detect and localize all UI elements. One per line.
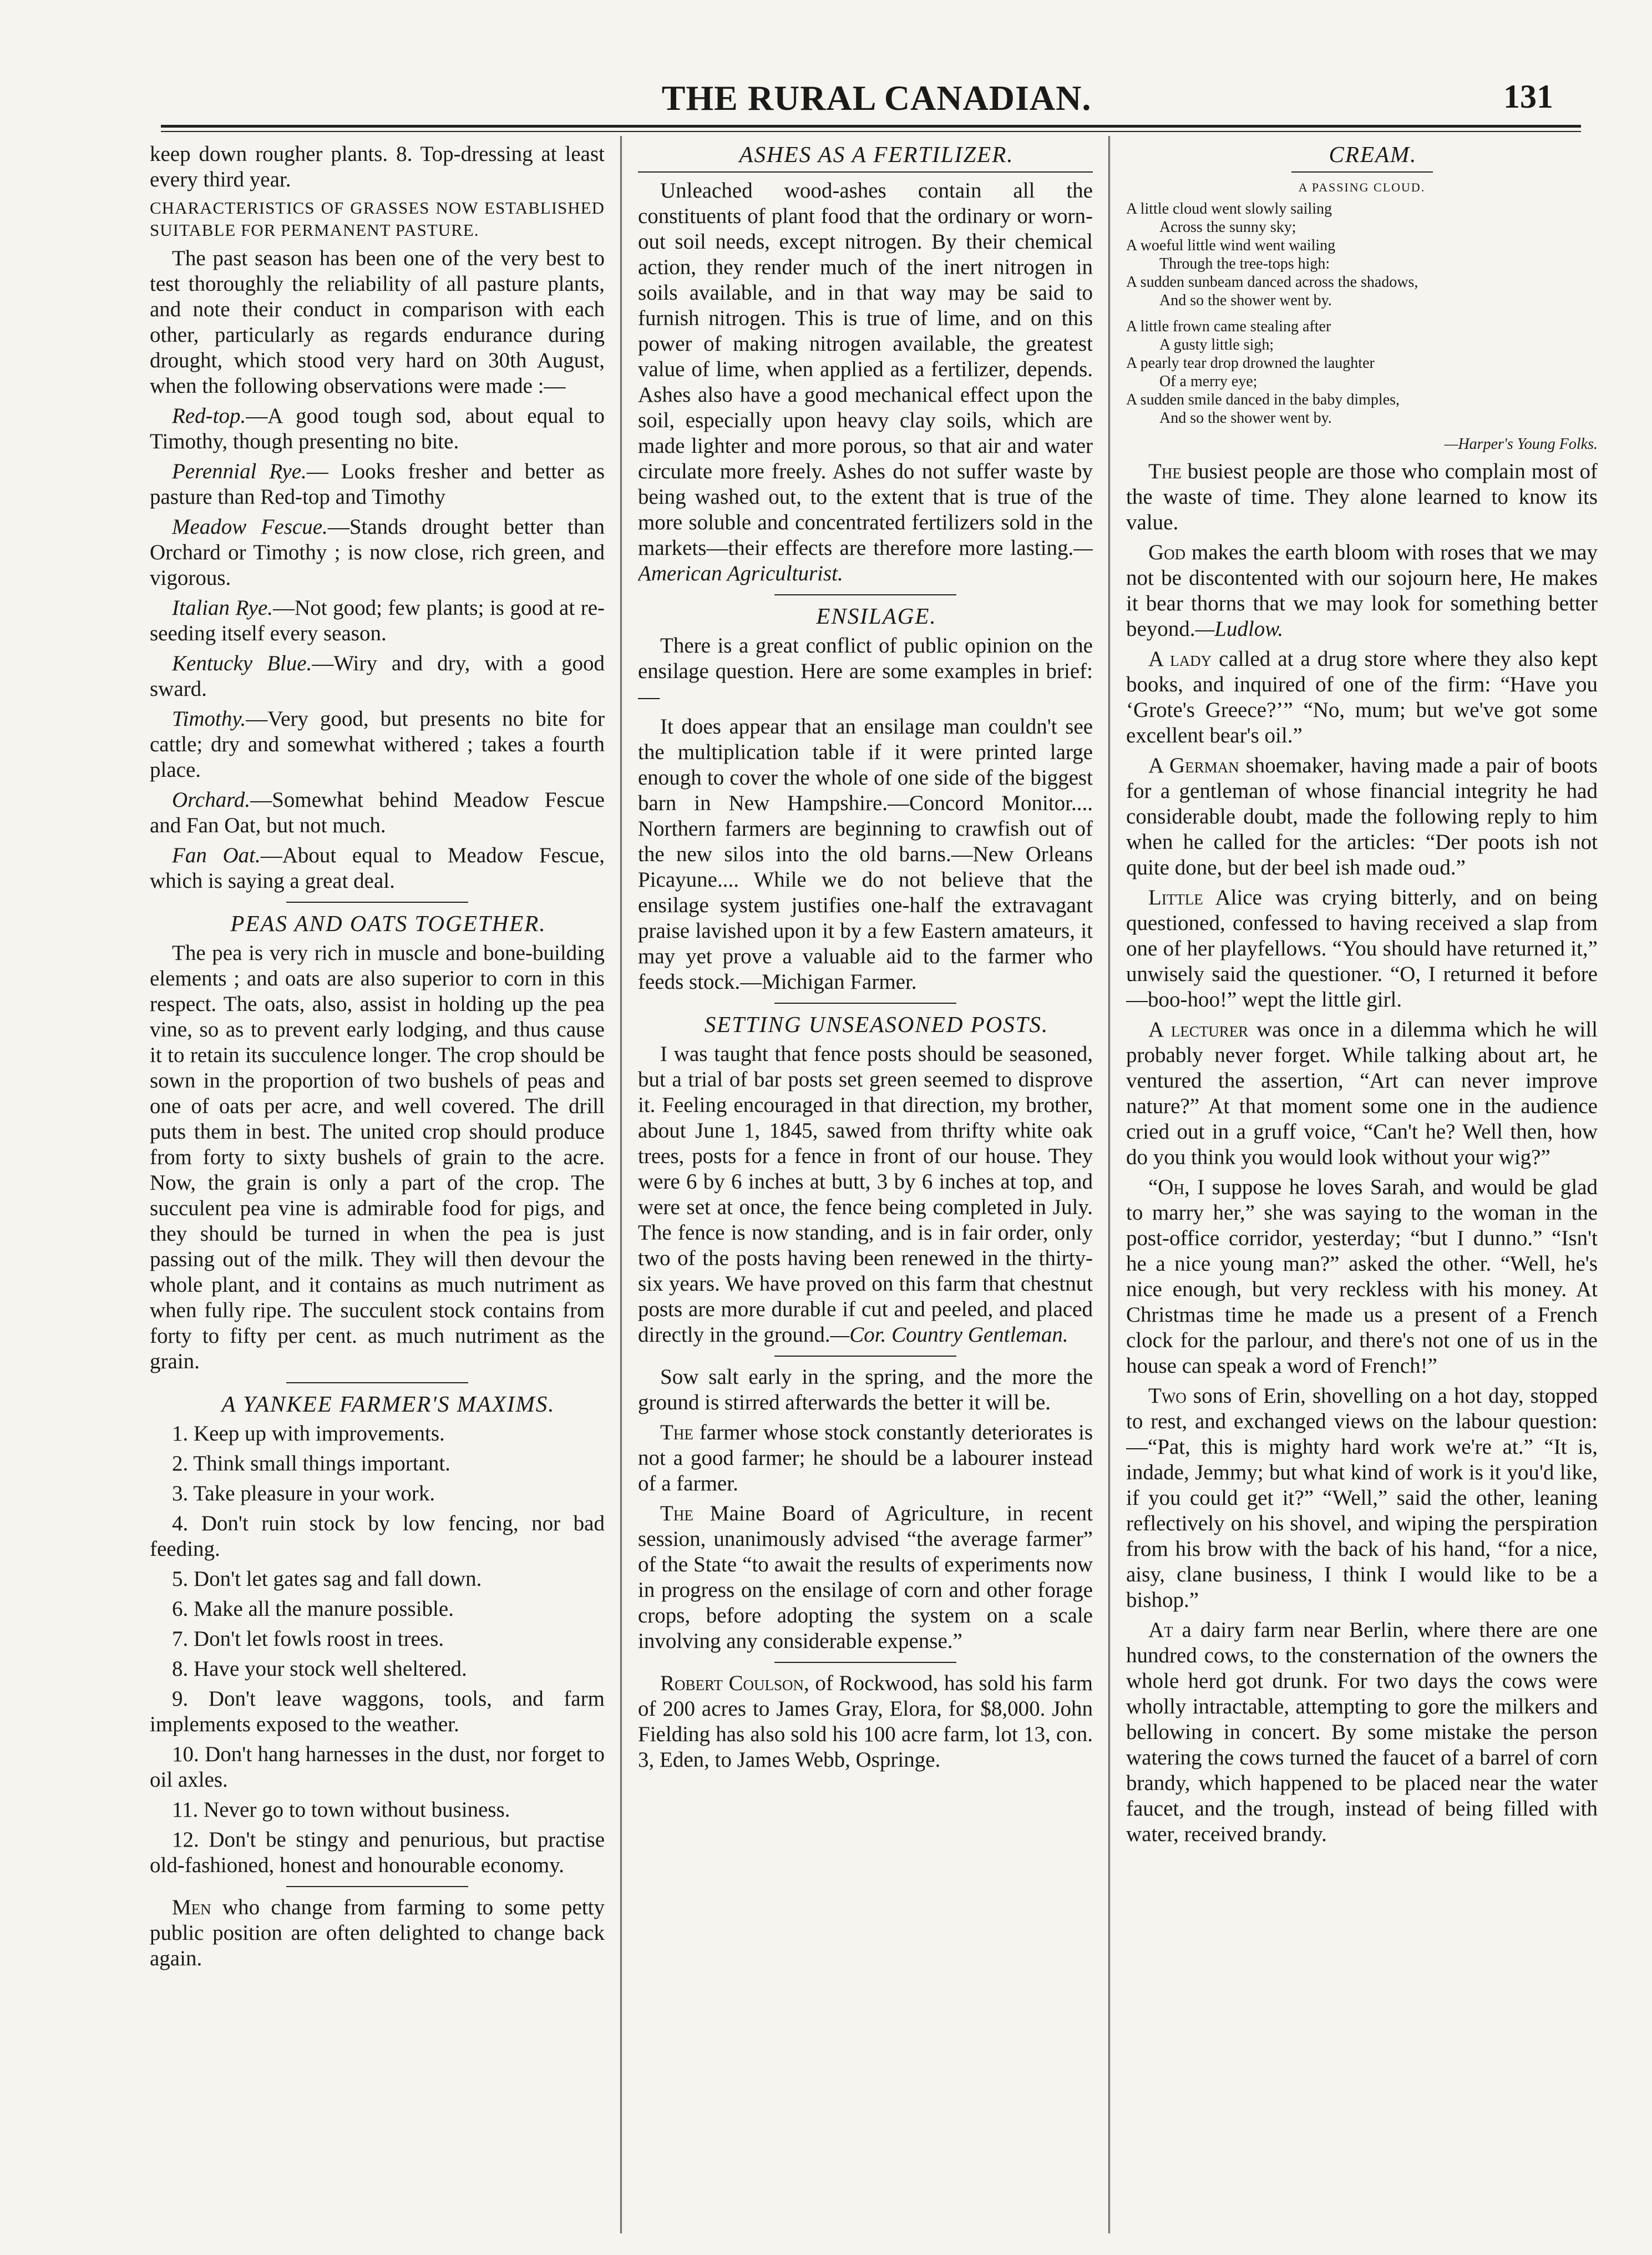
poem-line: A pearly tear drop drowned the laughter — [1126, 355, 1375, 372]
grass-text: —Wiry and dry, with a good sward. — [150, 651, 605, 701]
grass-name: Meadow Fescue. — [172, 515, 328, 539]
busiest-paragraph — [1126, 459, 1598, 535]
paragraph-text: a dairy farm near Berlin, where there are one hundred cows, to the consternation of the owners the whole herd got drunk. For two days the cows were wholly intractable, attempting to gore the milkers and bellowing in concert. By some mistake the person watering the cows turned the faucet of a barrel of corn brandy, which happened to be placed near the water faucet, and the trough, instead of being filled with water, received brandy. — [1126, 1618, 1598, 1846]
coulson-paragraph — [638, 1671, 1093, 1773]
poem-title: A PASSING CLOUD. — [1298, 180, 1426, 194]
maxim-item: 8. Have your stock well sheltered. — [172, 1657, 467, 1681]
maxim-item: 7. Don't let fowls roost in trees. — [172, 1627, 444, 1651]
grass-entry — [150, 514, 605, 591]
poem-line: Through the tree-tops high: — [1159, 255, 1330, 272]
grass-entry — [150, 787, 605, 838]
header-rule — [161, 125, 1581, 132]
poem-line: And so the shower went by. — [1159, 292, 1332, 309]
lead-word: The — [1148, 459, 1182, 483]
source-credit: —American Agriculturist. — [638, 536, 1093, 585]
paragraph-text: I was taught that fence posts should be seasoned, but a trial of bar posts set green seemed to disprove it. Feeling encouraged in that direction, my brother, about June 1, 1845, sawed from thrifty white oak trees, posts for a fence in front of our house. They were 6 by 6 inches at butt, 3 by 6 inches at top, and were set at once, the fence being completed in July. The fence is now standing, and is in fair order, only two of the posts having been renewed in the thirty-six years. We have proved on this farm that chestnut posts are more durable if cut and peeled, and placed directly in the ground. — [638, 1042, 1093, 1347]
column-divider — [1108, 136, 1110, 2233]
grass-text: —Stands drought better than Orchard or Timothy ; is now close, rich green, and vigorous. — [150, 515, 605, 590]
characteristics-heading: CHARACTERISTICS OF GRASSES NOW ESTABLISHED SUITABLE FOR PERMANENT PASTURE. — [150, 198, 605, 240]
maxim-item: 3. Take pleasure in your work. — [172, 1482, 435, 1505]
maxim-item: 12. Don't be stingy and penurious, but practise old-fashioned, honest and honourable economy. — [150, 1828, 605, 1877]
lead-word: The — [660, 1501, 693, 1525]
poem-line: And so the shower went by. — [1159, 409, 1332, 427]
men-paragraph — [150, 1895, 605, 1971]
grass-entry — [150, 843, 605, 894]
grass-name: Timothy. — [172, 707, 246, 731]
maxim-item: 1. Keep up with improvements. — [172, 1422, 445, 1445]
maxim-item: 11. Never go to town without business. — [172, 1798, 510, 1822]
lead-word: Robert Coulson, — [660, 1671, 809, 1695]
ashes-heading: ASHES AS A FERTILIZER. — [739, 141, 1014, 167]
lead-word: Men — [172, 1895, 211, 1919]
grass-name: Kentucky Blue. — [172, 651, 312, 675]
paragraph-text: Maine Board of Agriculture, in recent session, unanimously advised “the average farmer” of the State “to await the results of experiments now in progress on the ensilage of corn and other forage crops, before adopting the system on a scale involving any considerable expense.” — [638, 1501, 1093, 1653]
poem-line: Across the sunny sky; — [1159, 219, 1296, 236]
poem-line: A gusty little sigh; — [1159, 336, 1274, 353]
paragraph-text: was once in a dilemma which he will probably never forget. While talking about art, he ventured the assertion, “Art can never improve nature?” At that moment some one in the audience cried out in a gruff voice, “Can't he? Well then, how do you think you would look without your wig?” — [1126, 1018, 1598, 1169]
section-rule — [774, 1662, 956, 1663]
lead-word: The — [660, 1420, 693, 1444]
lecturer-paragraph — [1126, 1017, 1598, 1170]
grass-entry — [150, 595, 605, 646]
source-credit: —Ludlow. — [1195, 617, 1284, 641]
poem-stanza — [1126, 200, 1598, 310]
grass-name: Fan Oat. — [172, 843, 261, 867]
peas-oats-text: The pea is very rich in muscle and bone-building elements ; and oats are also superior to corn in this respect. The oats, also, assist in holding up the pea vine, so as to prevent early lodging, and thus cause it to retain its succulence longer. The crop should be sown in the proportion of two bushels of peas and one of oats per acre, and well covered. The drill puts them in best. The united crop should produce from forty to sixty bushels of grain to the acre. Now, the grain is only a part of the crop. The succulent pea vine is admirable food for pigs, and they should be turned in when the pea is just passing out of the milk. They will then devour the whole plant, and it contains as much nutriment as when fully ripe. The succulent stock contains from forty to fifty per cent. as much nutriment as the grain. — [150, 941, 605, 1373]
grass-name: Red-top. — [172, 404, 246, 428]
lead-word: A German — [1148, 754, 1239, 777]
section-rule — [774, 1003, 956, 1004]
column-divider — [620, 136, 622, 2233]
column-2 — [638, 141, 1093, 2217]
poem-line: A little frown came stealing after — [1126, 318, 1331, 335]
lead-word: A lecturer — [1148, 1018, 1249, 1041]
paragraph-text: of Rockwood, has sold his farm of 200 acres to James Gray, Elora, for $8,000. John Fielding has also sold his 100 acre farm, lot 13, con. 3, Eden, to James Webb, Ospringe. — [638, 1671, 1093, 1772]
sow-paragraph: Sow salt early in the spring, and the more the ground is stirred afterwards the better it will be. — [638, 1365, 1093, 1414]
sarah-paragraph — [1126, 1175, 1598, 1379]
maxim-item: 6. Make all the manure possible. — [172, 1597, 454, 1621]
grass-text: —Very good, but presents no bite for cattle; dry and somewhat withered ; takes a fourth place. — [150, 707, 605, 782]
maxim-item: 5. Don't let gates sag and fall down. — [172, 1567, 482, 1591]
page-number: 131 — [1503, 78, 1553, 115]
poem-stanza — [1126, 317, 1598, 427]
lead-word: God — [1148, 540, 1186, 564]
grass-text: —About equal to Meadow Fescue, which is saying a great deal. — [150, 843, 605, 893]
poem-line: A woeful little wind went wailing — [1126, 237, 1336, 254]
section-rule — [286, 1382, 468, 1383]
maxim-item: 10. Don't hang harnesses in the dust, nor forget to oil axles. — [150, 1742, 605, 1792]
paragraph-text: busiest people are those who complain most of the waste of time. They alone learned to know its value. — [1126, 459, 1598, 534]
maxims-heading: A YANKEE FARMER'S MAXIMS. — [221, 1391, 555, 1417]
grass-name: Perennial Rye. — [172, 459, 307, 483]
poem-line: A little cloud went slowly sailing — [1126, 200, 1332, 218]
maxim-item: 2. Think small things important. — [172, 1452, 450, 1475]
lady-paragraph — [1126, 646, 1598, 749]
page-header — [166, 78, 1587, 122]
posts-text — [638, 1041, 1093, 1348]
lead-word: A lady — [1148, 647, 1212, 671]
section-rule — [774, 594, 956, 595]
poem — [1126, 178, 1598, 453]
cream-heading: CREAM. — [1329, 141, 1417, 167]
heading-underline — [1291, 171, 1433, 173]
ensilage-quotes: It does appear that an ensilage man couldn't see the multiplication table if it were printed large enough to cover the whole of one side of the biggest barn in New Hampshire.—Concord Monitor.... Northern farmers are beginning to crawfish out of the new silos into the old barns.—New Orleans Picayune.... While we do not believe that the ensilage system justifies one-half the extravagant praise lavished upon it by a few Eastern amateurs, it may yet prove a valuable aid to the farmer who feeds stock.—Michigan Farmer. — [638, 715, 1093, 994]
paragraph-text: sons of Erin, shovelling on a hot day, stopped to rest, and exchanged views on the labour question:—“Pat, this is mighty hard work we're at.” “It is, indade, Jemmy; but what kind of work is it you'd like, if you could get it?” “Well,” said the other, leaning reflectively on his shovel, and wiping the perspiration from his brow with the back of his hand, “for a nice, aisy, clane business, I think I would like to be a bishop.” — [1126, 1384, 1598, 1612]
paragraph-text: shoemaker, having made a pair of boots for a gentleman of whose financial integrity he had considerable doubt, made the following reply to him when he called for the articles: “Der poots ish not quite done, but der beel ish made oud.” — [1126, 754, 1598, 879]
grass-entry — [150, 459, 605, 510]
maxim-item: 9. Don't leave waggons, tools, and farm implements exposed to the weather. — [150, 1687, 605, 1736]
paragraph-text: Unleached wood-ashes contain all the constituents of plant food that the ordinary or worn-out soil needs, except nitrogen. By their chemical action, they render much of the inert nitrogen in soils available, and in that way may be said to furnish nitrogen. This is true of lime, and on this power of making nitrogen available, the greatest value of lime, when applied as a fertilizer, depends. Ashes also have a good mechanical effect upon the soil, especially upon heavy clay soils, which are made lighter and more porous, so that air and water circulate more freely. Ashes do not suffer waste by being washed out, to the extent that is true of the more soluble and concentrated fertilizers sold in the markets—their effects are therefore more lasting. — [638, 179, 1093, 560]
german-paragraph — [1126, 753, 1598, 881]
paragraph-text: Alice was crying bitterly, and on being questioned, confessed to having received a slap from one of her playfellows. “You should have returned it,” unwisely said the questioner. “O, I returned it before—boo-hoo!” wept the little girl. — [1126, 886, 1598, 1012]
section-rule — [286, 1886, 468, 1887]
grass-text: — Looks fresher and better as pasture than Red-top and Timothy — [150, 459, 605, 509]
alice-paragraph — [1126, 885, 1598, 1013]
column-1 — [150, 141, 605, 2217]
paragraph-text: who change from farming to some petty public position are often delighted to change back again. — [150, 1895, 605, 1970]
paragraph-text: farmer whose stock constantly deteriorates is not a good farmer; he should be a labourer instead of a farmer. — [638, 1420, 1093, 1495]
poem-attribution: —Harper's Young Folks. — [1444, 436, 1598, 453]
poem-line: A sudden smile danced in the baby dimples, — [1126, 391, 1400, 408]
grass-text: —Not good; few plants; is good at re-seeding itself every season. — [150, 596, 605, 645]
lead-word: Two — [1148, 1384, 1187, 1408]
ensilage-heading: ENSILAGE. — [816, 603, 937, 629]
grass-name: Italian Rye. — [172, 596, 273, 620]
maxim-item: 4. Don't ruin stock by low fencing, nor bad feeding. — [150, 1511, 605, 1561]
column-3 — [1126, 141, 1598, 2217]
poem-line: Of a merry eye; — [1159, 373, 1258, 390]
grass-entry — [150, 651, 605, 702]
god-paragraph — [1126, 540, 1598, 642]
poem-line: A sudden sunbeam danced across the shadows, — [1126, 274, 1418, 291]
lead-word: At — [1148, 1618, 1173, 1642]
grass-text: —Somewhat behind Meadow Fescue and Fan Oat, but not much. — [150, 788, 605, 837]
berlin-paragraph — [1126, 1617, 1598, 1847]
paragraph-text: I suppose he loves Sarah, and would be glad to marry her,” she was saying to the woman in the post-office corridor, yesterday; “but I dunno.” “Isn't he a nice young man?” asked the other. “Well, he's nice enough, but very reckless with his money. At Christmas time he made us a present of a French clock for the parlour, and there's not one of us in the house can speak a word of French!” — [1126, 1175, 1598, 1378]
newspaper-title: THE RURAL CANADIAN. — [661, 78, 1092, 118]
peas-oats-heading: PEAS AND OATS TOGETHER. — [230, 911, 546, 936]
ashes-text — [638, 178, 1093, 586]
grass-name: Orchard. — [172, 788, 251, 812]
section-rule — [286, 902, 468, 903]
paragraph-text: makes the earth bloom with roses that we may not be discontented with our sojourn here, He makes it bear thorns that we may look for something better beyond. — [1126, 540, 1598, 641]
paragraph-text: called at a drug store where they also kept books, and inquired of one of the firm: “Have you ‘Grote's Greece?’” “No, mum; but we've got some excellent bear's oil.” — [1126, 647, 1598, 747]
grass-entry — [150, 403, 605, 454]
source-credit: —Cor. Country Gentleman. — [830, 1323, 1068, 1347]
intro-text: keep down rougher plants. 8. Top-dressing at least every third year. — [150, 142, 605, 191]
section-rule — [774, 1356, 956, 1357]
posts-heading: SETTING UNSEASONED POSTS. — [704, 1012, 1049, 1037]
ensilage-intro: There is a great conflict of public opinion on the ensilage question. Here are some examples in brief:— — [638, 634, 1093, 709]
grass-text: —A good tough sod, about equal to Timothy, though presenting no bite. — [150, 404, 605, 453]
heading-underline — [638, 171, 1093, 173]
farmer-paragraph — [638, 1420, 1093, 1496]
maine-paragraph — [638, 1501, 1093, 1654]
characteristics-paragraph: The past season has been one of the very best to test thoroughly the reliability of all pasture plants, and note their conduct in comparison with each other, particularly as regards endurance during drought, which stood very hard on 30th August, when the following observations were made :— — [150, 246, 605, 398]
grass-entry — [150, 706, 605, 783]
erin-paragraph — [1126, 1383, 1598, 1613]
lead-word: “Oh, — [1148, 1175, 1190, 1199]
lead-word: Little — [1148, 886, 1203, 909]
